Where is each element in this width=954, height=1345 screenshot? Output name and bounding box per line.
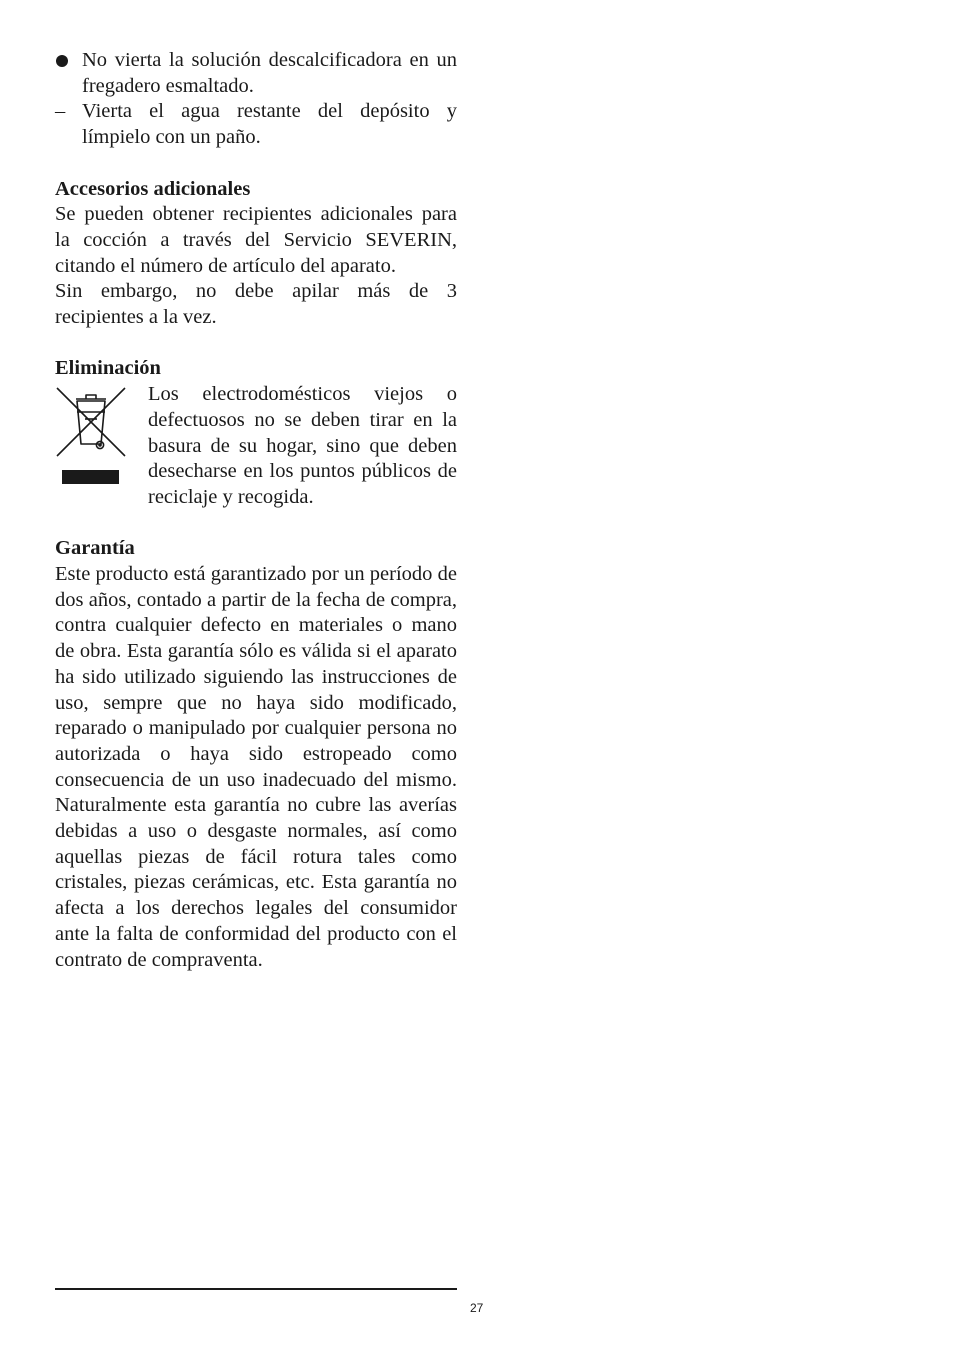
list-item-text: Vierta el agua restante del depósito y límpielo con un paño. bbox=[82, 100, 457, 149]
accessories-paragraph: Se pueden obtener recipientes adicionales para la cocción a través del Servicio SEVERIN, citando el número de artículo del aparato. bbox=[55, 203, 457, 277]
spacer bbox=[55, 331, 457, 357]
warranty-text: Este producto está garantizado por un período de dos años, contado a partir de la fecha de compra, contra cualquier defecto en materiales o mano de obra. Esta garantía sólo es válida si el aparato ha sido utilizado siguiendo las instrucciones de uso, sempre que no haya sido modificado, reparado o manipulado por cualquier persona no autorizada o haya sido estropeado como consecuencia de un uso inadecuado del mismo. Naturalmente esta garantía no cubre las averías debidas a uso o desgaste normales, así como aquellas piezas de fácil rotura tales como cristales, piezas cerámicas, etc. Esta garantía no afecta a los derechos legales del consumidor ante la falta de conformidad del producto con el contrato de compraventa. bbox=[55, 563, 457, 971]
disposal-heading: Eliminación bbox=[55, 357, 161, 380]
page-number: 27 bbox=[470, 1301, 484, 1315]
footer-rule bbox=[55, 1288, 457, 1290]
disposal-text: Los electrodomésticos viejos o defectuosos no se deben tirar en la basura de su hogar, sino que deben desecharse en los puntos públicos de reciclaje y recogida. bbox=[148, 383, 457, 508]
accessories-note: Sin embargo, no debe apilar más de 3 recipientes a la vez. bbox=[55, 280, 457, 329]
accessories-heading: Accesorios adicionales bbox=[55, 177, 251, 200]
disposal-section bbox=[55, 382, 457, 511]
warranty-heading: Garantía bbox=[55, 537, 135, 560]
crossed-out-wheelie-bin-icon bbox=[55, 382, 127, 488]
bullet-dot-icon bbox=[56, 55, 68, 67]
text-column bbox=[55, 48, 457, 973]
spacer bbox=[55, 511, 457, 537]
spacer bbox=[55, 151, 457, 177]
dash-marker: – bbox=[55, 100, 66, 123]
list-item bbox=[55, 48, 457, 99]
bullet-marker bbox=[55, 48, 82, 75]
list-item bbox=[55, 99, 457, 150]
list-item-text: No vierta la solución descalcificadora en un fregadero esmaltado. bbox=[82, 49, 457, 97]
